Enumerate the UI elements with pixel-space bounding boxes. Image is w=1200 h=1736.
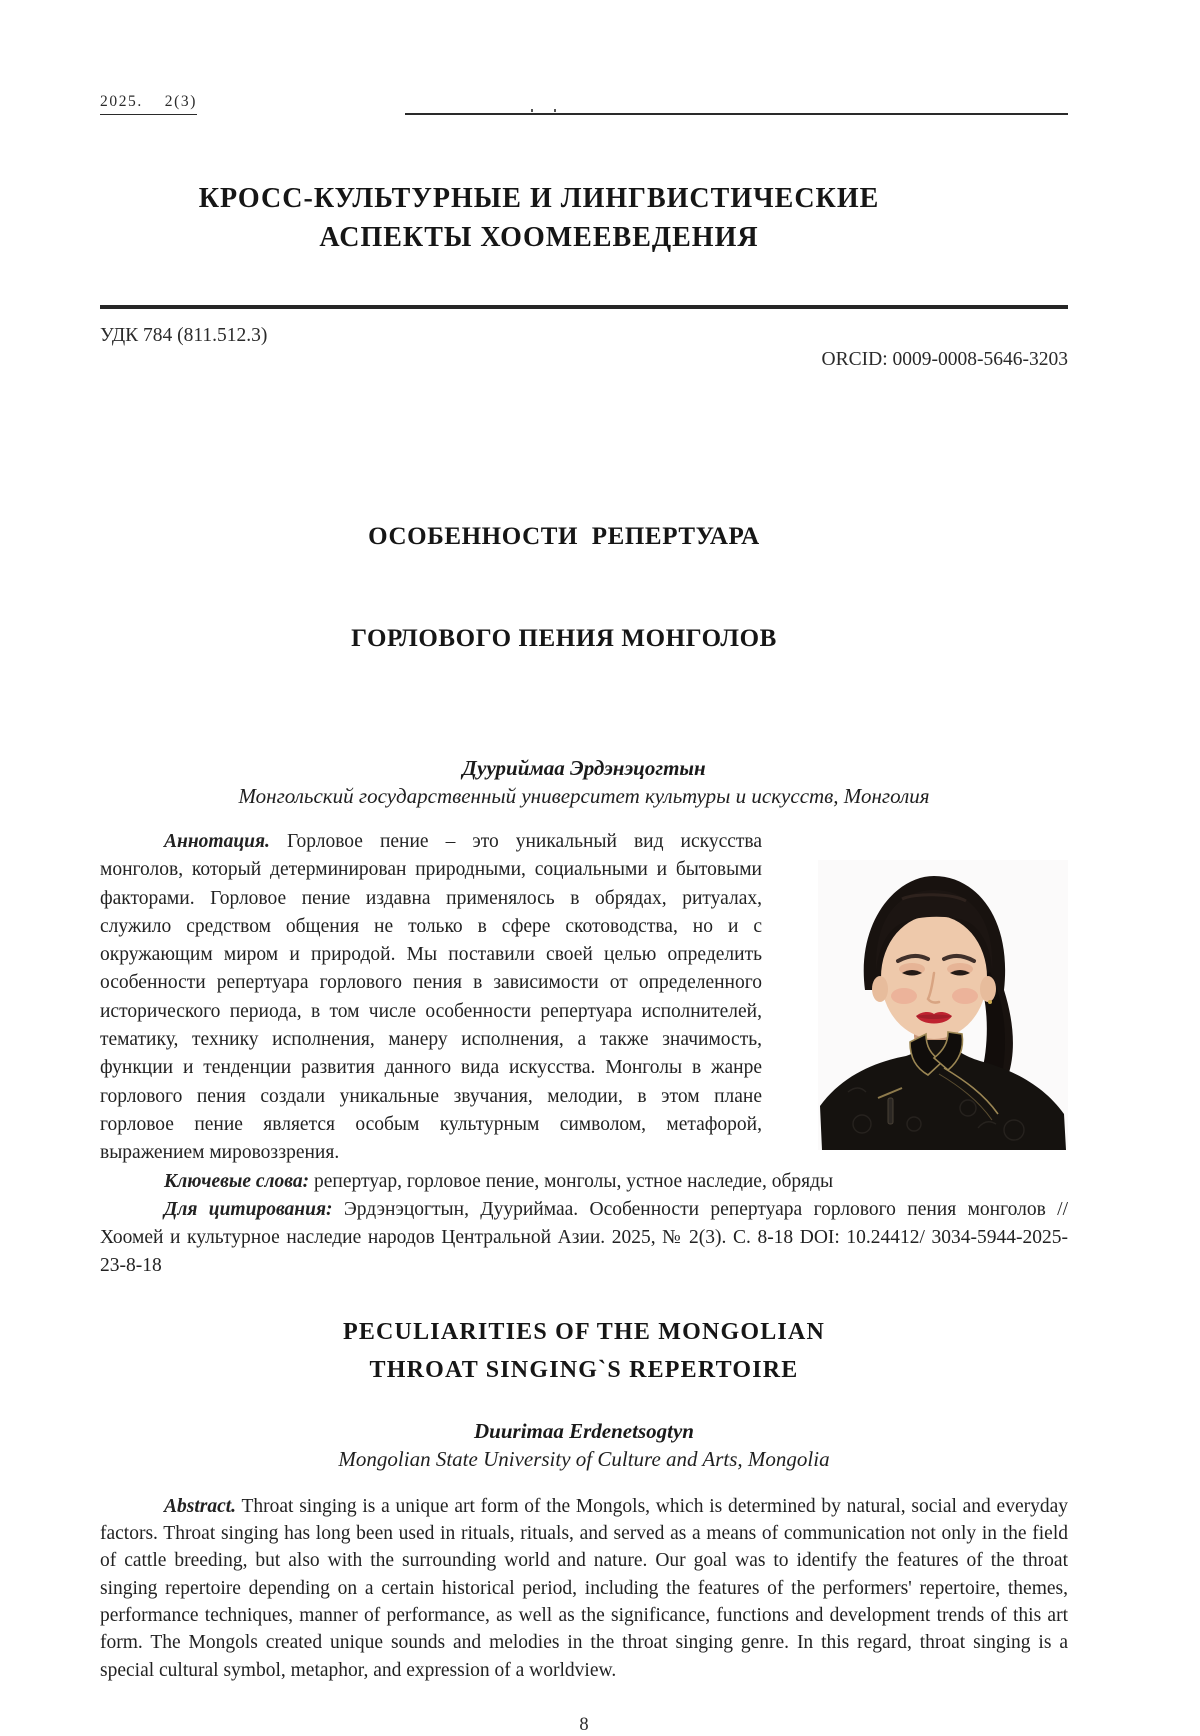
affiliation-en: Mongolian State University of Culture and Arts, Mongolia xyxy=(338,1446,830,1471)
abstract-label-ru: Аннотация. xyxy=(164,831,270,852)
article-title-en-line2: THROAT SINGING`S REPERTOIRE xyxy=(369,1356,799,1383)
author-name-en: Duurimaa Erdenetsogtyn xyxy=(474,1418,694,1443)
rule-marks xyxy=(531,109,533,112)
header-rule xyxy=(405,105,1068,115)
keywords-text-ru: репертуар, горловое пение, монголы, устное наследие, обряды xyxy=(313,1170,834,1192)
abstract-label-en: Abstract. xyxy=(164,1495,237,1517)
section-heading-line2: АСПЕКТЫ ХООМЕЕВЕДЕНИЯ xyxy=(319,222,759,253)
affiliation-ru: Монгольский государственный университет культуры и искусств, Монголия xyxy=(238,784,930,808)
keywords-label-ru: Ключевые слова: xyxy=(164,1170,310,1192)
author-photo xyxy=(818,860,1068,1150)
divider-double-rule xyxy=(100,305,1068,309)
citation-ru xyxy=(100,1196,1068,1281)
abstract-paragraph-ru xyxy=(100,828,762,1168)
running-header xyxy=(100,0,1068,115)
abstract-text-ru: Горловое пение – это уникальный вид искусства монголов, который детерминирован природными, социальными и бытовыми факторами. Горловое пение издавна применялось в обрядах, ритуалах, служило средством общения не только в сфере скотоводства, но и с окружающим миром и природой. Мы поставили своей целью определить особенности репертуара горлового пения в зависимости от определенного исторического периода, в том числе особенности репертуара исполнителей, тематику, технику исполнения, манеру исполнения, а также значимость, функции и тенденции развития данного вида искусства. Монголы в жанре горлового пения создали уникальные звучания, мелодии, в этом плане горловое пение является особым культурным символом, метафорой, выражением мировоззрения. xyxy=(100,831,763,1164)
citation-label-ru: Для цитирования: xyxy=(164,1198,333,1220)
author-portrait-illustration xyxy=(818,860,1068,1150)
article-title-ru-line1: ОСОБЕННОСТИ РЕПЕРТУАРА xyxy=(368,523,760,550)
orcid-id: ORCID: 0009-0008-5646-3203 xyxy=(821,349,1068,370)
article-title-en-line1: PECULIARITIES OF THE MONGOLIAN xyxy=(342,1318,826,1345)
page-number: 8 xyxy=(579,1714,589,1735)
section-heading xyxy=(55,179,1023,257)
abstract-section-ru xyxy=(100,828,1068,1168)
article-title-ru-line2: ГОРЛОВОГО ПЕНИЯ МОНГОЛОВ xyxy=(351,625,777,652)
issue-number: 2025. 2(3) xyxy=(100,93,197,115)
citation-text-ru: Эрдэнэцогтын, Дууриймаа. Особенности репертуара горлового пения монголов // Хоомей и культурное наследие народов Центральной Азии. 2025, № 2(3). С. 8-18 DOI: 10.24412/ 3034-5944-2025-23-8-18 xyxy=(100,1198,1068,1277)
udc-code: УДК 784 (811.512.3) xyxy=(100,325,268,346)
article-title-en xyxy=(100,1313,1068,1389)
abstract-text-en: Throat singing is a unique art form of the Mongols, which is determined by natural, social and everyday factors. Throat singing has long been used in rituals, rituals, and served as a means of communication not only in the field of cattle breeding, but also with the surrounding world and nature. Our goal was to identify the features of the throat singing repertoire depending on a certain historical period, including the features of the performers' repertoire, themes, performance techniques, manner of performance, as well as the significance, functions and development trends of this art form. The Mongols created unique sounds and melodies in the throat singing genre. In this regard, throat singing is a special cultural symbol, metaphor, and expression of a worldview. xyxy=(100,1495,1068,1681)
article-title-ru xyxy=(80,452,1048,724)
keywords-ru xyxy=(100,1168,1068,1196)
section-heading-line1: КРОСС-КУЛЬТУРНЫЕ И ЛИНГВИСТИЧЕСКИЕ xyxy=(198,183,880,214)
author-name-ru: Дууриймаа Эрдэнэцогтын xyxy=(462,756,706,780)
abstract-paragraph-en xyxy=(100,1493,1068,1684)
